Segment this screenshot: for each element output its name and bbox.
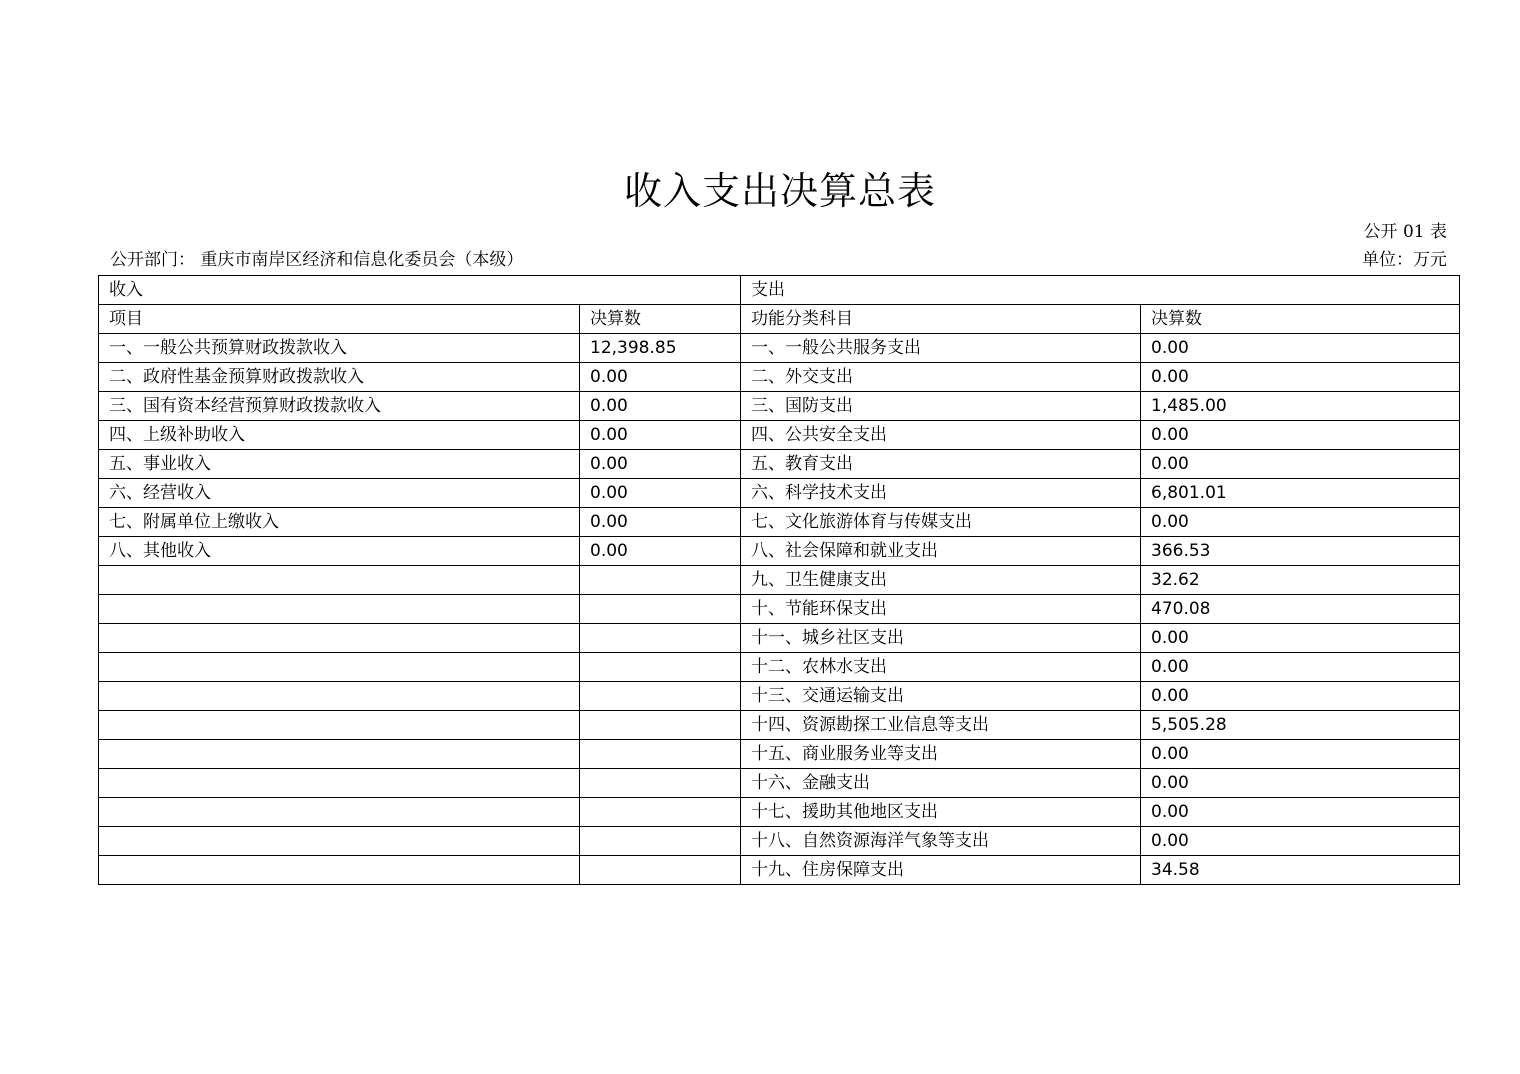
budget-table: [98, 275, 1460, 885]
page-title: 收入支出决算总表: [623, 169, 936, 213]
table-row: [99, 595, 1460, 624]
income-item-cell: [99, 566, 580, 595]
expense-item-cell: 一、一般公共服务支出: [741, 334, 1141, 363]
expense-item-cell: 十八、自然资源海洋气象等支出: [741, 827, 1141, 856]
income-amount-cell: [580, 595, 741, 624]
income-item-cell: 六、经营收入: [99, 479, 580, 508]
table-row: [99, 508, 1460, 537]
income-amount-cell: 0.00: [580, 479, 741, 508]
income-amount-cell: 0.00: [580, 450, 741, 479]
function-category-header: 功能分类科目: [741, 305, 1141, 334]
income-item-cell: [99, 740, 580, 769]
table-row: [99, 827, 1460, 856]
income-amount-cell: [580, 740, 741, 769]
expense-item-cell: 十三、交通运输支出: [741, 682, 1141, 711]
expense-item-cell: 八、社会保障和就业支出: [741, 537, 1141, 566]
income-amount-cell: 0.00: [580, 508, 741, 537]
expense-amount-cell: 0.00: [1141, 624, 1460, 653]
table-number: 公开 01 表: [1363, 222, 1447, 242]
income-item-cell: 一、一般公共预算财政拨款收入: [99, 334, 580, 363]
expense-item-cell: 五、教育支出: [741, 450, 1141, 479]
table-row: [99, 856, 1460, 885]
expense-amount-cell: 0.00: [1141, 450, 1460, 479]
expense-amount-cell: 0.00: [1141, 363, 1460, 392]
section-header-row: [99, 276, 1460, 305]
income-amount-cell: [580, 566, 741, 595]
income-item-cell: [99, 711, 580, 740]
column-header-row: [99, 305, 1460, 334]
income-amount-cell: [580, 827, 741, 856]
income-amount-cell: 0.00: [580, 537, 741, 566]
expense-amount-cell: 0.00: [1141, 740, 1460, 769]
department-label: 公开部门：: [110, 250, 195, 270]
income-amount-cell: [580, 624, 741, 653]
income-amount-cell: 0.00: [580, 363, 741, 392]
income-item-cell: [99, 653, 580, 682]
income-amount-cell: [580, 682, 741, 711]
expense-amount-cell: 6,801.01: [1141, 479, 1460, 508]
expense-item-cell: 十九、住房保障支出: [741, 856, 1141, 885]
expense-amount-cell: 0.00: [1141, 421, 1460, 450]
income-item-cell: [99, 798, 580, 827]
expense-amount-cell: 0.00: [1141, 653, 1460, 682]
table-body: [99, 276, 1460, 885]
income-amount-cell: [580, 798, 741, 827]
expense-amount-cell: 0.00: [1141, 508, 1460, 537]
table-row: [99, 653, 1460, 682]
table-row: [99, 334, 1460, 363]
amount2-header: 决算数: [1141, 305, 1460, 334]
expense-amount-cell: 32.62: [1141, 566, 1460, 595]
department-name: 重庆市南岸区经济和信息化委员会（本级）: [200, 250, 524, 270]
expense-item-cell: 十二、农林水支出: [741, 653, 1141, 682]
expense-amount-cell: 366.53: [1141, 537, 1460, 566]
table-row: [99, 479, 1460, 508]
income-amount-cell: [580, 711, 741, 740]
amount-header: 决算数: [580, 305, 741, 334]
expense-amount-cell: 0.00: [1141, 798, 1460, 827]
income-amount-cell: 12,398.85: [580, 334, 741, 363]
expense-amount-cell: 0.00: [1141, 682, 1460, 711]
table-row: [99, 421, 1460, 450]
table-row: [99, 537, 1460, 566]
income-amount-cell: [580, 769, 741, 798]
table-row: [99, 624, 1460, 653]
income-item-cell: [99, 595, 580, 624]
table-row: [99, 740, 1460, 769]
table-row: [99, 363, 1460, 392]
expense-item-cell: 十四、资源勘探工业信息等支出: [741, 711, 1141, 740]
expense-amount-cell: 1,485.00: [1141, 392, 1460, 421]
unit-label: 单位：万元: [1362, 250, 1447, 270]
income-header: 收入: [99, 276, 741, 305]
expense-item-cell: 十五、商业服务业等支出: [741, 740, 1141, 769]
income-amount-cell: 0.00: [580, 392, 741, 421]
expense-amount-cell: 0.00: [1141, 827, 1460, 856]
income-item-cell: 四、上级补助收入: [99, 421, 580, 450]
expense-item-cell: 十、节能环保支出: [741, 595, 1141, 624]
expense-amount-cell: 0.00: [1141, 334, 1460, 363]
department-line: [110, 248, 523, 272]
expense-item-cell: 十一、城乡社区支出: [741, 624, 1141, 653]
expense-amount-cell: 470.08: [1141, 595, 1460, 624]
income-amount-cell: [580, 856, 741, 885]
income-item-cell: 二、政府性基金预算财政拨款收入: [99, 363, 580, 392]
income-amount-cell: 0.00: [580, 421, 741, 450]
income-item-cell: [99, 856, 580, 885]
table-row: [99, 392, 1460, 421]
expense-item-cell: 七、文化旅游体育与传媒支出: [741, 508, 1141, 537]
income-item-cell: 八、其他收入: [99, 537, 580, 566]
expense-item-cell: 二、外交支出: [741, 363, 1141, 392]
expense-amount-cell: 5,505.28: [1141, 711, 1460, 740]
expense-amount-cell: 34.58: [1141, 856, 1460, 885]
expense-item-cell: 九、卫生健康支出: [741, 566, 1141, 595]
table-row: [99, 711, 1460, 740]
expense-item-cell: 四、公共安全支出: [741, 421, 1141, 450]
income-item-cell: [99, 769, 580, 798]
table-row: [99, 682, 1460, 711]
table-row: [99, 566, 1460, 595]
income-item-cell: [99, 624, 580, 653]
expense-amount-cell: 0.00: [1141, 769, 1460, 798]
table-row: [99, 769, 1460, 798]
item-header: 项目: [99, 305, 580, 334]
income-item-cell: 五、事业收入: [99, 450, 580, 479]
expense-item-cell: 三、国防支出: [741, 392, 1141, 421]
table-row: [99, 798, 1460, 827]
expense-item-cell: 十六、金融支出: [741, 769, 1141, 798]
table-row: [99, 450, 1460, 479]
expense-item-cell: 十七、援助其他地区支出: [741, 798, 1141, 827]
income-item-cell: 七、附属单位上缴收入: [99, 508, 580, 537]
income-amount-cell: [580, 653, 741, 682]
income-item-cell: [99, 827, 580, 856]
expense-item-cell: 六、科学技术支出: [741, 479, 1141, 508]
income-item-cell: [99, 682, 580, 711]
expense-header: 支出: [741, 276, 1460, 305]
income-item-cell: 三、国有资本经营预算财政拨款收入: [99, 392, 580, 421]
